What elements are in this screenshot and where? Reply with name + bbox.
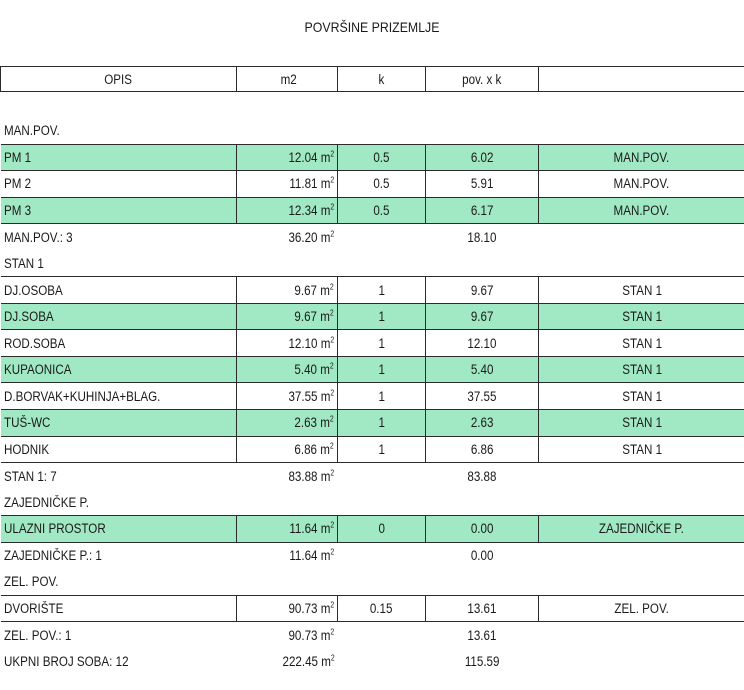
group-subtotal <box>1 542 744 569</box>
row-group: ZAJEDNIČKE P. <box>539 516 744 543</box>
column-header-opis: OPIS <box>1 67 237 92</box>
grand-total <box>1 648 744 675</box>
row-m2: 5.40 $m^2$ <box>237 356 338 383</box>
group-heading-label: STAN 1 <box>3 255 44 271</box>
row-k: 0.5 <box>338 197 426 224</box>
column-header-pov-x-k: pov. x k <box>426 67 539 92</box>
grand-total-k <box>338 648 426 675</box>
group-subtotal-k <box>338 622 426 649</box>
row-group: STAN 1 <box>539 436 744 463</box>
row-group: STAN 1 <box>539 410 744 437</box>
row-group: STAN 1 <box>539 277 744 304</box>
grand-total-group <box>539 648 744 675</box>
area-unit: $m^2$ <box>320 468 335 484</box>
row-m2: 37.55 $m^2$ <box>237 383 338 410</box>
area-unit: $m^2$ <box>320 282 334 298</box>
row-opis: D.BORVAK+KUHINJA+BLAG. <box>1 383 237 410</box>
row-pov-x-k: 5.91 <box>426 171 539 198</box>
row-opis: DJ.OSOBA <box>1 277 237 304</box>
area-unit: $m^2$ <box>320 175 334 192</box>
row-group: MAN.POV. <box>539 197 744 224</box>
area-unit: $m^2$ <box>320 600 334 617</box>
row-pov-x-k: 2.63 <box>426 410 539 437</box>
table-row <box>1 383 744 410</box>
group-heading <box>1 569 744 596</box>
row-pov-x-k: 13.61 <box>426 595 539 622</box>
group-subtotal-k <box>338 542 426 569</box>
table-row <box>1 144 744 171</box>
area-unit: $m^2$ <box>320 627 335 643</box>
row-pov-x-k: 6.86 <box>426 436 539 463</box>
area-unit: $m^2$ <box>320 414 334 431</box>
group-subtotal-label: MAN.POV.: 3 <box>3 229 73 245</box>
group-heading <box>1 250 744 277</box>
row-k: 1 <box>338 277 426 304</box>
group-subtotal-group <box>539 542 744 569</box>
group-subtotal-group <box>539 224 744 251</box>
group-subtotal-label: STAN 1: 7 <box>3 468 57 484</box>
group-heading <box>1 118 744 145</box>
row-k: 0.15 <box>338 595 426 622</box>
row-group: STAN 1 <box>539 303 744 330</box>
group-subtotal <box>1 622 744 649</box>
table-row <box>1 171 744 198</box>
area-unit: $m^2$ <box>320 229 335 245</box>
row-group: STAN 1 <box>539 330 744 357</box>
row-opis: HODNIK <box>1 436 237 463</box>
group-subtotal-k <box>338 463 426 490</box>
page-title: POVRŠINE PRIZEMLJE <box>304 19 440 35</box>
row-k: 0.5 <box>338 171 426 198</box>
table-row <box>1 197 744 224</box>
table-row <box>1 595 744 622</box>
area-unit: $m^2$ <box>320 388 334 404</box>
group-subtotal-label: ZEL. POV.: 1 <box>3 627 71 643</box>
table-row <box>1 277 744 304</box>
row-group: STAN 1 <box>539 356 744 383</box>
row-opis: DVORIŠTE <box>1 595 237 622</box>
grand-total-pov-x-k: 115.59 <box>464 654 500 670</box>
table-row <box>1 303 744 330</box>
group-subtotal-m2: 36.20 $m^2$ <box>288 229 335 245</box>
table-row <box>1 436 744 463</box>
area-unit: $m^2$ <box>320 335 334 351</box>
row-k: 1 <box>338 303 426 330</box>
row-pov-x-k: 9.67 <box>426 277 539 304</box>
row-pov-x-k: 6.02 <box>426 144 539 171</box>
group-subtotal-m2: 11.64 $m^2$ <box>289 547 335 564</box>
row-m2: 11.81 $m^2$ <box>237 171 338 198</box>
group-subtotal <box>1 224 744 251</box>
group-subtotal-pov-x-k: 13.61 <box>467 627 497 643</box>
row-k: 1 <box>338 356 426 383</box>
column-header-k: k <box>338 67 426 92</box>
row-group: MAN.POV. <box>539 144 744 171</box>
group-subtotal-m2: 83.88 $m^2$ <box>288 468 335 484</box>
row-opis: ULAZNI PROSTOR <box>1 516 237 543</box>
spacer-row <box>1 92 744 118</box>
row-opis: TUŠ-WC <box>1 410 237 437</box>
group-subtotal-group <box>539 622 744 649</box>
table-row <box>1 410 744 437</box>
row-opis: KUPAONICA <box>1 356 237 383</box>
group-subtotal <box>1 463 744 490</box>
group-subtotal-pov-x-k: 18.10 <box>467 229 497 245</box>
grand-total-label: UKPNI BROJ SOBA: 12 <box>3 654 129 670</box>
area-unit: $m^2$ <box>320 149 334 165</box>
group-subtotal-k <box>338 224 426 251</box>
group-heading-label: MAN.POV. <box>3 123 60 139</box>
row-m2: 6.86 $m^2$ <box>237 436 338 463</box>
row-k: 0 <box>338 516 426 543</box>
group-heading <box>1 489 744 516</box>
row-k: 1 <box>338 436 426 463</box>
row-pov-x-k: 12.10 <box>426 330 539 357</box>
row-m2: 12.10 $m^2$ <box>237 330 338 357</box>
row-m2: 90.73 $m^2$ <box>237 595 338 622</box>
row-group: STAN 1 <box>539 383 744 410</box>
row-m2: 2.63 $m^2$ <box>237 410 338 437</box>
grand-total-m2: 222.45 $m^2$ <box>282 653 335 670</box>
row-group: MAN.POV. <box>539 171 744 198</box>
row-k: 1 <box>338 330 426 357</box>
area-table-body <box>1 67 744 675</box>
table-header <box>1 67 744 92</box>
row-pov-x-k: 37.55 <box>426 383 539 410</box>
row-opis: DJ.SOBA <box>1 303 237 330</box>
area-unit: $m^2$ <box>320 202 334 218</box>
area-unit: $m^2$ <box>320 441 334 457</box>
area-unit: $m^2$ <box>320 361 334 378</box>
area-unit: $m^2$ <box>320 547 335 564</box>
row-m2: 12.04 $m^2$ <box>237 144 338 171</box>
row-m2: 9.67 $m^2$ <box>237 303 338 330</box>
row-opis: PM 1 <box>1 144 237 171</box>
table-row <box>1 516 744 543</box>
area-table <box>0 66 744 675</box>
group-subtotal-m2: 90.73 $m^2$ <box>288 627 335 643</box>
area-unit: $m^2$ <box>320 520 334 537</box>
area-unit: $m^2$ <box>320 308 334 325</box>
row-pov-x-k: 5.40 <box>426 356 539 383</box>
row-group: ZEL. POV. <box>539 595 744 622</box>
row-m2: 9.67 $m^2$ <box>237 277 338 304</box>
row-pov-x-k: 9.67 <box>426 303 539 330</box>
group-subtotal-pov-x-k: 0.00 <box>470 548 494 564</box>
column-header-m2: m2 <box>237 67 338 92</box>
row-pov-x-k: 0.00 <box>426 516 539 543</box>
area-unit: $m^2$ <box>320 653 335 670</box>
group-heading-label: ZEL. POV. <box>3 574 58 590</box>
group-subtotal-label: ZAJEDNIČKE P.: 1 <box>3 548 102 564</box>
group-subtotal-group <box>539 463 744 490</box>
row-k: 1 <box>338 383 426 410</box>
row-m2: 12.34 $m^2$ <box>237 197 338 224</box>
table-row <box>1 356 744 383</box>
group-heading-label: ZAJEDNIČKE P. <box>3 494 89 510</box>
row-pov-x-k: 6.17 <box>426 197 539 224</box>
row-k: 0.5 <box>338 144 426 171</box>
table-row <box>1 330 744 357</box>
row-m2: 11.64 $m^2$ <box>237 516 338 543</box>
row-opis: PM 2 <box>1 171 237 198</box>
group-subtotal-pov-x-k: 83.88 <box>467 468 497 484</box>
row-k: 1 <box>338 410 426 437</box>
column-header-group <box>539 67 744 92</box>
row-opis: ROD.SOBA <box>1 330 237 357</box>
row-opis: PM 3 <box>1 197 237 224</box>
